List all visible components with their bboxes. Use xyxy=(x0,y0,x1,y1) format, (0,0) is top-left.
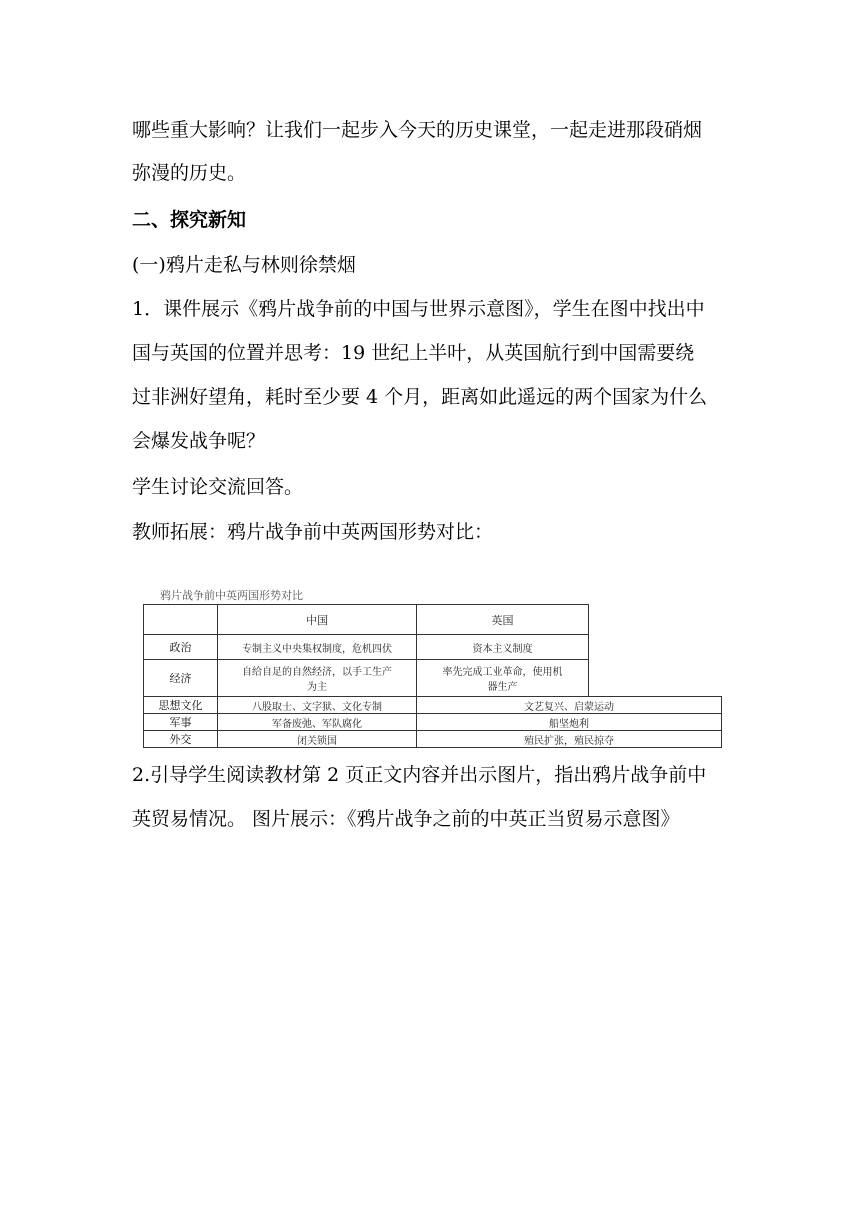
table-row xyxy=(144,660,722,697)
cell-britain: 船坚炮利 xyxy=(417,714,722,731)
paragraph-line: 教师拓展：鸦片战争前中英两国形势对比： xyxy=(132,521,494,543)
paragraph-line: 过非洲好望角，耗时至少要 4 个月，距离如此遥远的两个国家为什么 xyxy=(132,386,708,408)
paragraph-line: 国与英国的位置并思考：19 世纪上半叶，从英国航行到中国需要绕 xyxy=(132,342,695,364)
paragraph-line: 1．课件展示《鸦片战争前的中国与世界示意图》，学生在图中找出中 xyxy=(132,298,705,320)
paragraph-line: 弥漫的历史。 xyxy=(132,162,247,184)
cell-text-line: 器生产 xyxy=(487,682,518,693)
cell-britain: 殖民扩张，殖民掠夺 xyxy=(417,731,722,748)
cell-britain xyxy=(417,660,589,697)
cell-china xyxy=(218,660,417,697)
table-row xyxy=(144,731,722,748)
paragraph-line: 哪些重大影响？让我们一起步入今天的历史课堂，一起走进那段硝烟 xyxy=(132,119,703,141)
cell-china: 专制主义中央集权制度，危机四伏 xyxy=(218,635,417,660)
table-caption: 鸦片战争前中英两国形势对比 xyxy=(160,589,303,602)
paragraph-line: 英贸易情况。 图片展示：《鸦片战争之前的中英正当贸易示意图》 xyxy=(132,808,680,830)
row-label: 军事 xyxy=(144,714,218,731)
header-corner xyxy=(144,605,218,635)
table-row xyxy=(144,635,722,660)
table-row xyxy=(144,697,722,714)
header-china: 中国 xyxy=(218,605,417,635)
paragraph-line: 学生讨论交流回答。 xyxy=(132,476,304,498)
cell-china: 闭关锁国 xyxy=(218,731,417,748)
row-label: 政治 xyxy=(144,635,218,660)
table-spacer xyxy=(589,660,722,697)
table-spacer xyxy=(589,635,722,660)
cell-china: 军备废弛、军队腐化 xyxy=(218,714,417,731)
cell-britain: 资本主义制度 xyxy=(417,635,589,660)
comparison-table xyxy=(143,604,722,748)
table-header-row xyxy=(144,605,722,635)
cell-text-line: 自给自足的自然经济，以手工生产 xyxy=(242,667,392,678)
cell-britain: 文艺复兴、启蒙运动 xyxy=(417,697,722,714)
subheading: (一)鸦片走私与林则徐禁烟 xyxy=(132,254,356,276)
section-heading: 二、探究新知 xyxy=(132,209,247,231)
cell-text-line: 率先完成工业革命，使用机 xyxy=(442,667,563,678)
cell-text-line: 为主 xyxy=(307,682,327,693)
table-row xyxy=(144,714,722,731)
paragraph-line: 2.引导学生阅读教材第 2 页正文内容并出示图片，指出鸦片战争前中 xyxy=(132,764,707,786)
row-label: 经济 xyxy=(144,660,218,697)
table-spacer xyxy=(589,605,722,635)
row-label: 外交 xyxy=(144,731,218,748)
table-caption-clipped xyxy=(160,589,390,602)
row-label: 思想文化 xyxy=(144,697,218,714)
paragraph-line: 会爆发战争呢？ xyxy=(132,430,266,452)
header-britain: 英国 xyxy=(417,605,589,635)
cell-china: 八股取士、文字狱、文化专制 xyxy=(218,697,417,714)
